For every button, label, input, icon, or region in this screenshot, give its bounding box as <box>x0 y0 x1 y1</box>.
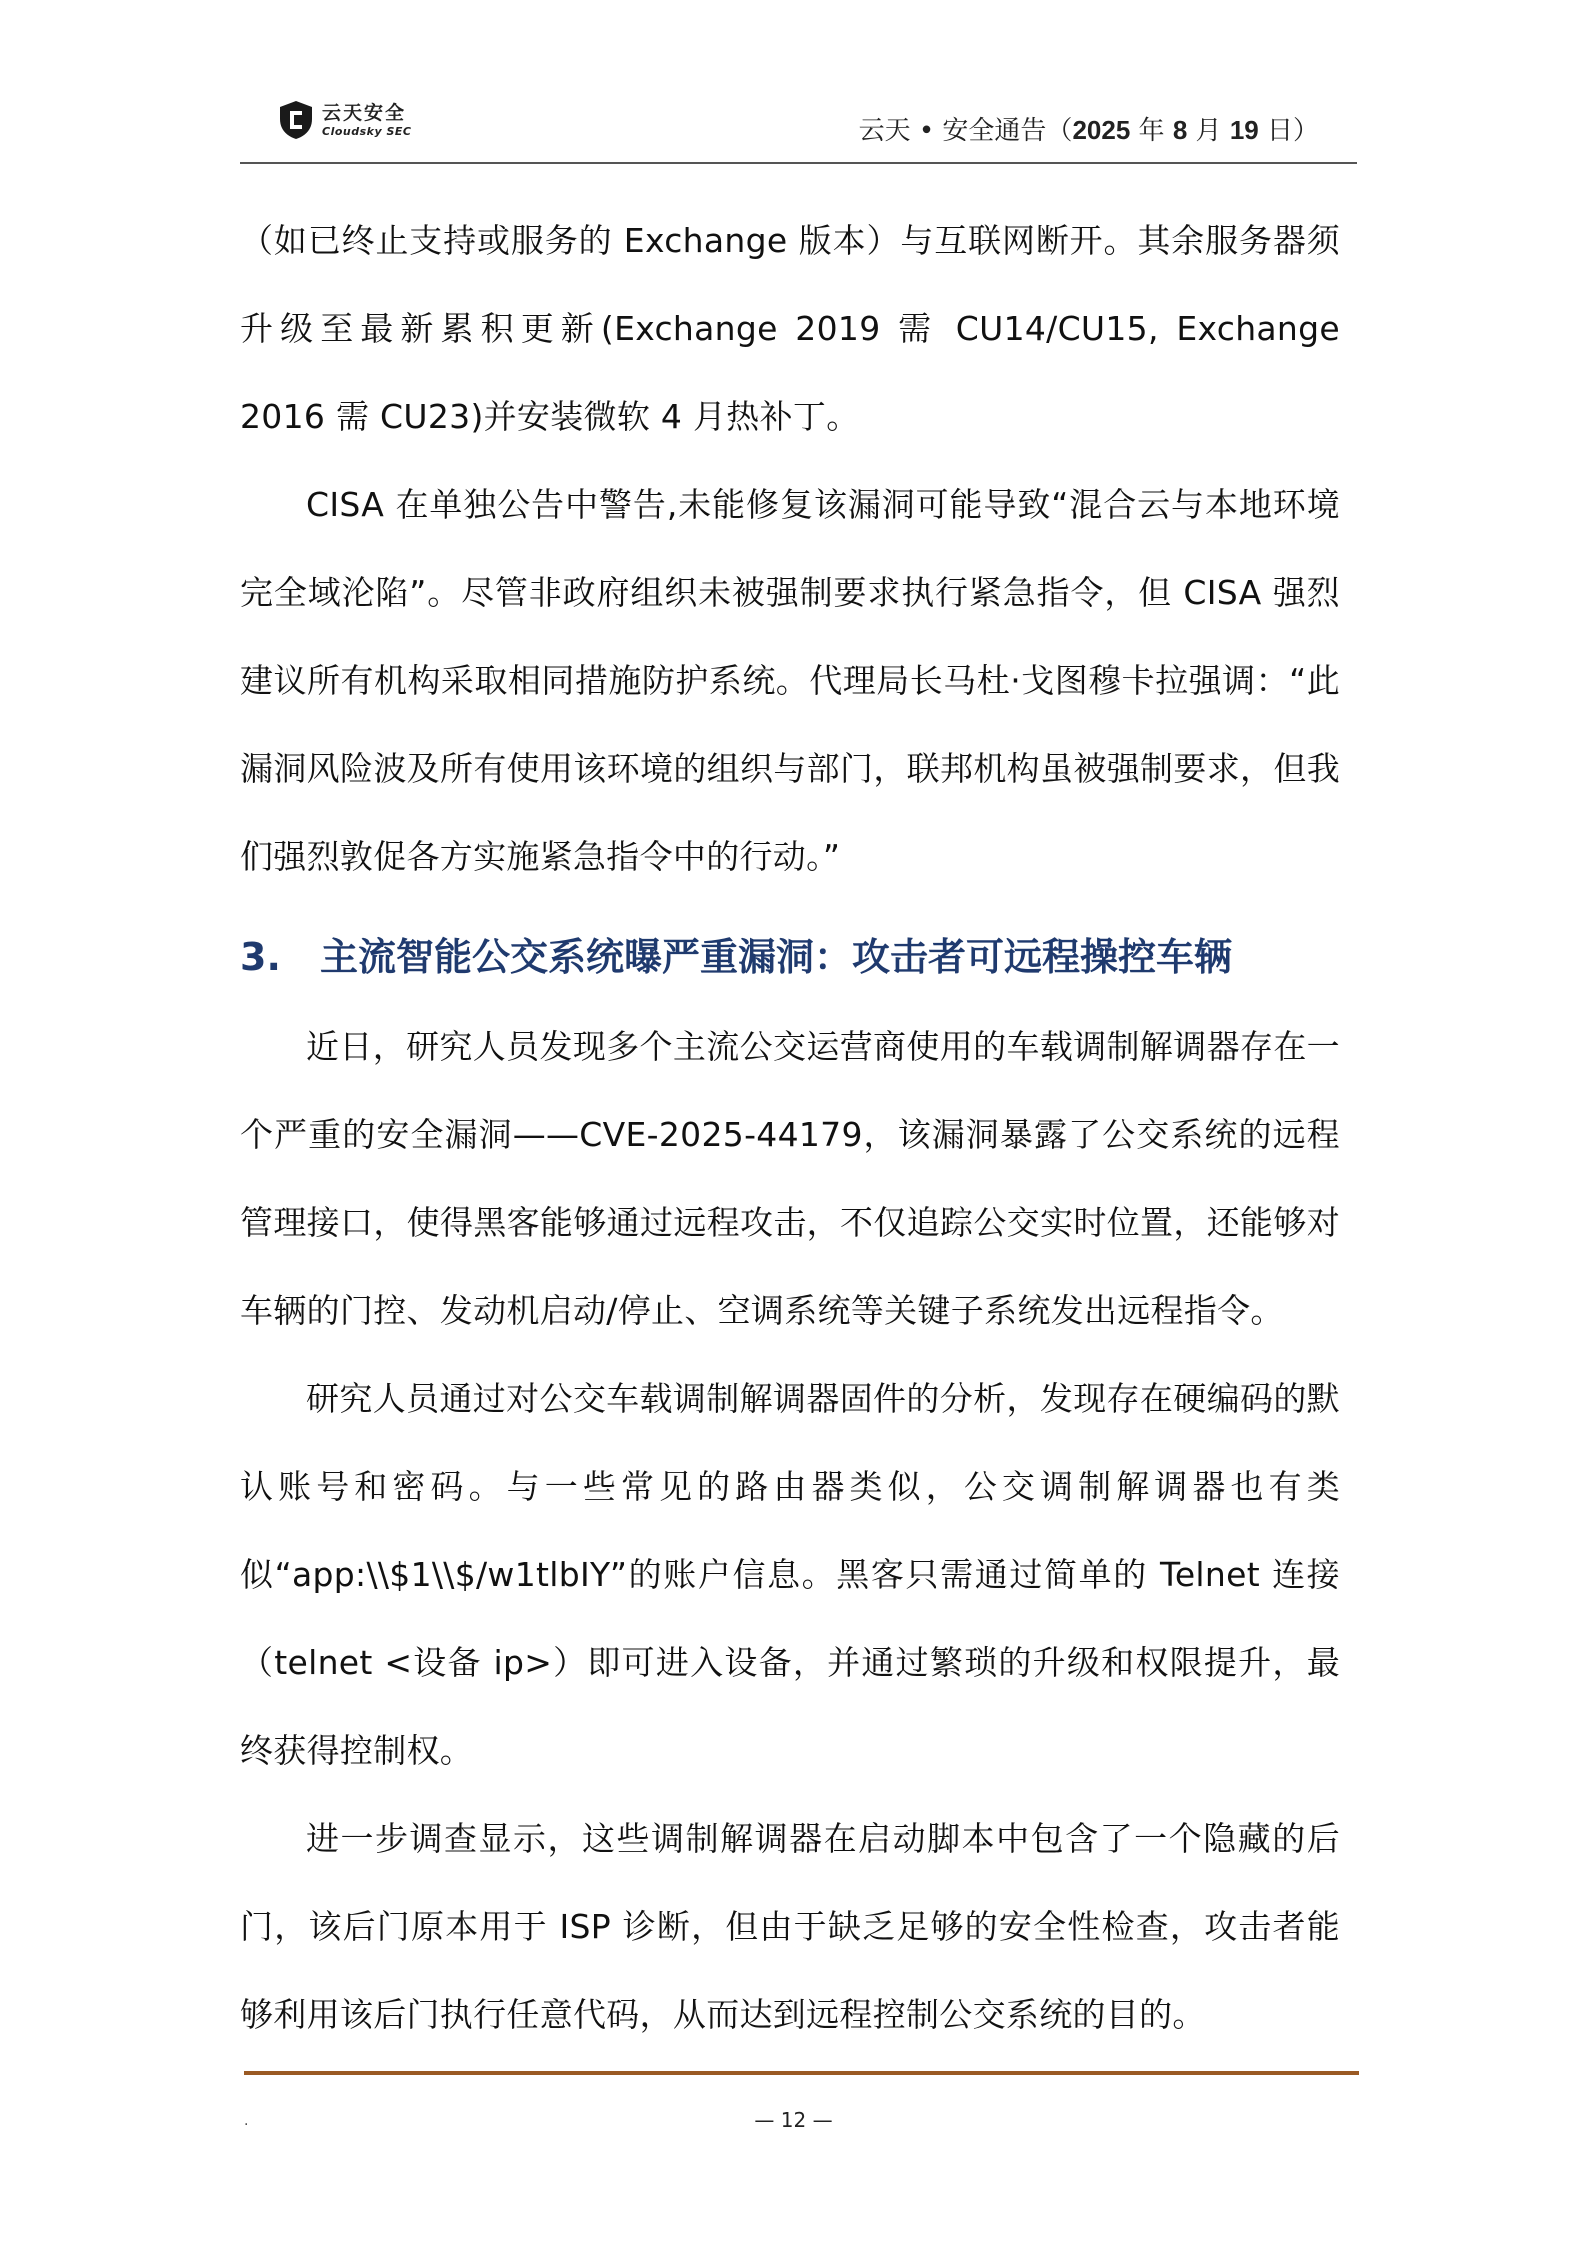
section-number: 3. <box>240 935 281 979</box>
paragraph-hidden-backdoor: 进一步调查显示，这些调制解调器在启动脚本中包含了一个隐藏的后门，该后门原本用于 ISP 诊断，但由于缺乏足够的安全性检查，攻击者能够利用该后门执行任意代码，从而达到远程控制公交系统的目的。 <box>240 1819 1340 2034</box>
bulletin-title: 云天 • 安全通告（ <box>858 116 1073 146</box>
date-month-unit: 月 <box>1187 116 1230 146</box>
document-body <box>240 197 1340 2059</box>
page-header <box>240 92 1357 164</box>
shield-logo-icon <box>278 100 314 140</box>
company-logo <box>278 98 478 148</box>
date-day-unit: 日） <box>1258 116 1319 146</box>
page-number: — 12 — <box>754 2108 833 2132</box>
footer-divider <box>244 2071 1359 2075</box>
paragraph-exchange-disconnect: （如已终止支持或服务的 Exchange 版本）与互联网断开。其余服务器须升级至最新累积更新(Exchange 2019 需 CU14/CU15, Exchange 2016 需 CU23)并安装微软 4 月热补丁。 <box>240 221 1340 436</box>
date-year-unit: 年 <box>1130 116 1173 146</box>
paragraph-cisa-warning: CISA 在单独公告中警告,未能修复该漏洞可能导致“混合云与本地环境完全域沦陷”。尽管非政府组织未被强制要求执行紧急指令，但 CISA 强烈建议所有机构采取相同措施防护系统。代理局长马杜·戈图穆卡拉强调：“此漏洞风险波及所有使用该环境的组织与部门，联邦机构虽被强制要求，但我们强烈敦促各方实施紧急指令中的行动。” <box>240 485 1340 876</box>
section-heading <box>240 915 1340 999</box>
date-month: 8 <box>1172 115 1188 145</box>
section-title: 主流智能公交系统曝严重漏洞：攻击者可远程操控车辆 <box>320 935 1233 979</box>
paragraph-hardcoded-credentials: 研究人员通过对公交车载调制解调器固件的分析，发现存在硬编码的默认账号和密码。与一些常见的路由器类似，公交调制解调器也有类似“app:\\$1\\$/w1tlbIY”的账户信息。黑客只需通过简单的 Telnet 连接（telnet <设备 ip>）即可进入设备，并通过繁琐的升级和权限提升，最终获得控制权。 <box>240 1379 1340 1770</box>
bulletin-title-date <box>859 110 1319 147</box>
footer-dot: . <box>244 2113 249 2129</box>
logo-chinese-name: 云天安全 <box>322 102 407 124</box>
date-year: 2025 <box>1072 115 1131 145</box>
paragraph-vulnerability-intro: 近日，研究人员发现多个主流公交运营商使用的车载调制解调器存在一个严重的安全漏洞——CVE-2025-44179，该漏洞暴露了公交系统的远程管理接口，使得黑客能够通过远程攻击，不仅追踪公交实时位置，还能够对车辆的门控、发动机启动/停止、空调系统等关键子系统发出远程指令。 <box>240 1027 1340 1330</box>
logo-english-name: Cloudsky SEC <box>322 125 412 138</box>
date-day: 19 <box>1229 115 1259 145</box>
